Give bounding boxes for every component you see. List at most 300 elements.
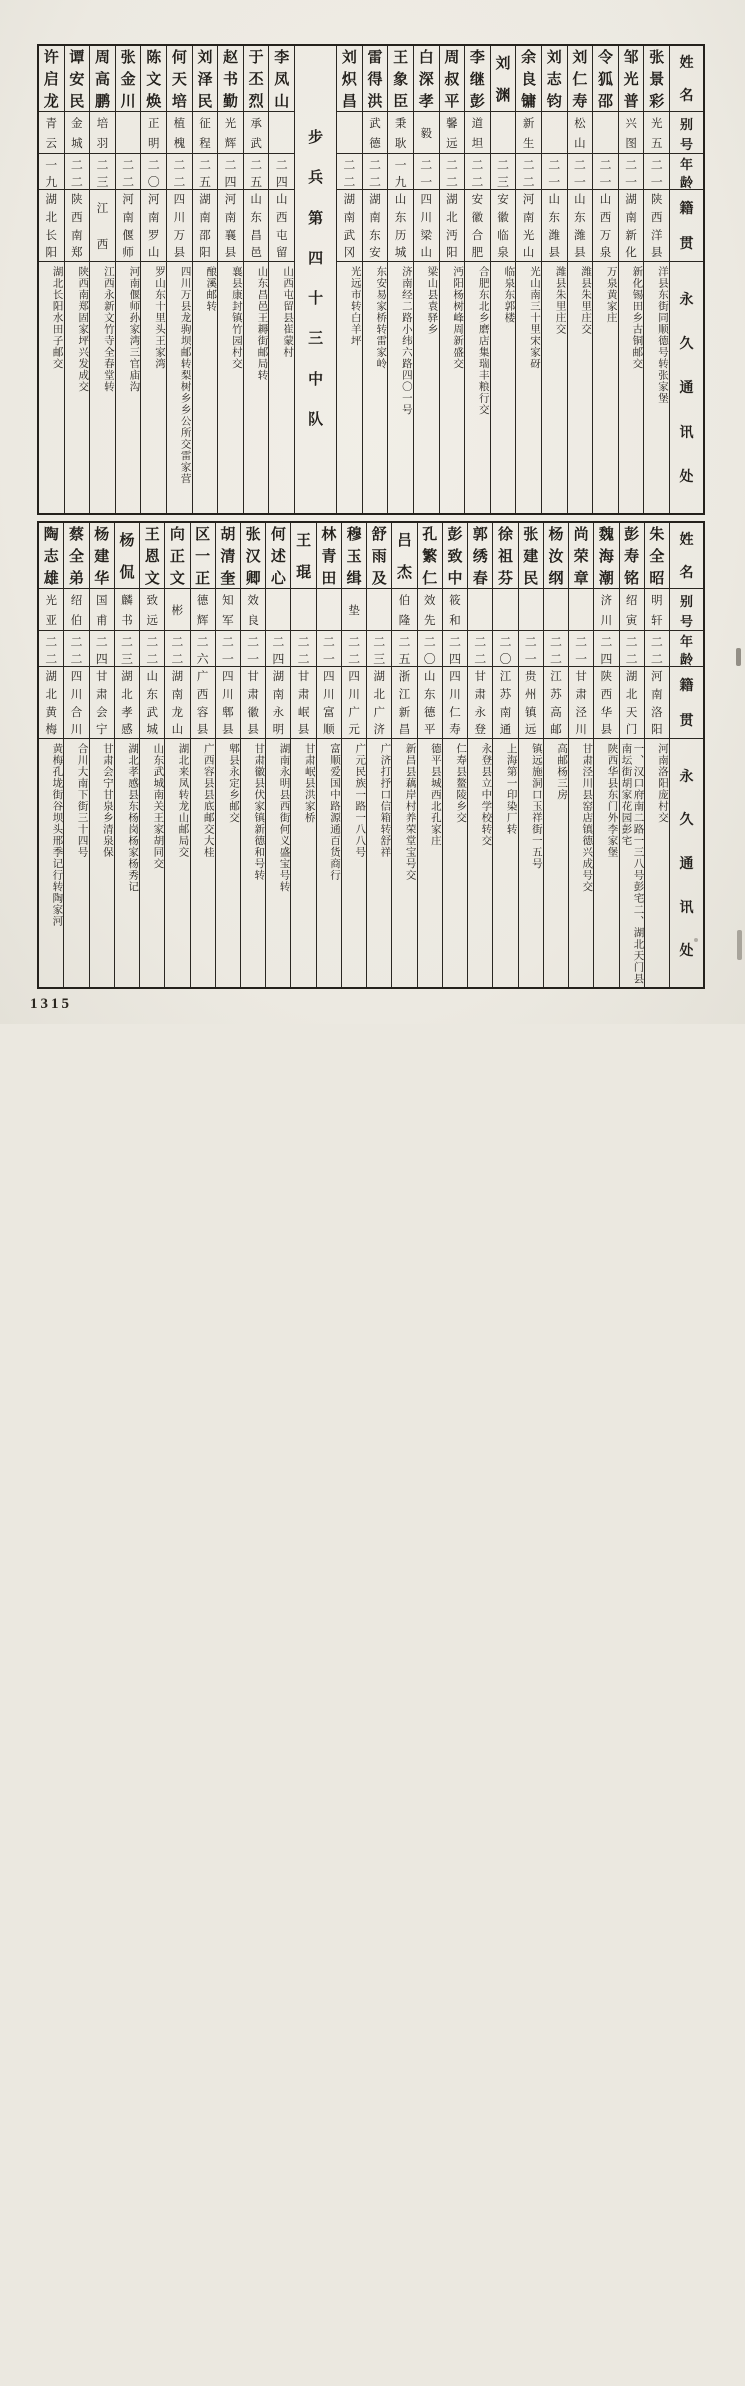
person-alias: 毅 xyxy=(414,112,439,154)
person-name: 许 启 龙 xyxy=(39,46,64,112)
header-age: 年 龄 xyxy=(670,631,703,667)
person-name: 李 凤 山 xyxy=(269,46,294,112)
person-alias: 征 程 xyxy=(193,112,218,154)
person-age: 二 三 xyxy=(115,631,139,667)
person-address: 潍县朱里庄交 xyxy=(580,266,592,335)
person-column xyxy=(164,523,189,987)
person-address: 罗山东十里头王家湾 xyxy=(154,266,166,370)
header-name: 姓 名 xyxy=(670,523,703,589)
person-alias: 青 云 xyxy=(39,112,64,154)
person-name: 刘 志 钧 xyxy=(542,46,567,112)
person-alias xyxy=(269,112,294,154)
person-alias: 新 生 xyxy=(516,112,541,154)
person-address: 河南洛阳庞村交 xyxy=(657,743,668,824)
person-column xyxy=(290,523,315,987)
person-age: 二 三 xyxy=(90,154,115,190)
person-origin: 湖 北 孝 感 xyxy=(115,667,139,739)
person-age: 二 二 xyxy=(645,631,669,667)
person-column xyxy=(568,523,593,987)
person-age: 二 一 xyxy=(216,631,240,667)
person-age: 二 四 xyxy=(90,631,114,667)
person-name: 邹 光 普 xyxy=(619,46,644,112)
unit-title: 步 兵 第 四 十 三 中 队 xyxy=(308,130,324,428)
person-alias: 致 远 xyxy=(140,589,164,631)
person-origin: 河 南 襄 县 xyxy=(218,190,243,262)
person-column xyxy=(89,523,114,987)
roster-table-top xyxy=(37,44,705,515)
person-address: 广元民族一路一八八号 xyxy=(354,743,366,858)
person-column xyxy=(316,523,341,987)
person-alias: 效 先 xyxy=(418,589,442,631)
person-column xyxy=(387,46,413,513)
person-age: 二 一 xyxy=(569,631,593,667)
person-name: 王 琨 xyxy=(291,523,315,589)
person-column xyxy=(490,46,516,513)
person-name: 何 述 心 xyxy=(266,523,290,589)
person-address: 合肥东北乡磨店集瑞丰粮行交 xyxy=(477,266,489,416)
person-alias xyxy=(337,112,362,154)
person-alias: 光 亚 xyxy=(39,589,63,631)
person-origin: 湖 南 龙 山 xyxy=(165,667,189,739)
person-address: 东安易家桥转雷家岭 xyxy=(375,266,387,370)
person-name: 赵 书 勤 xyxy=(218,46,243,112)
person-address: 黄梅孔垅街谷坝头邢季记行转陶家河 xyxy=(51,743,63,927)
person-address: 湖北来凤转龙山邮局交 xyxy=(177,743,189,858)
person-origin: 湖 北 天 门 xyxy=(620,667,644,739)
person-address: 江西永新文竹寺全春堂转 xyxy=(102,266,114,393)
person-alias: 国 甫 xyxy=(90,589,114,631)
roster-table-bottom xyxy=(37,521,705,989)
person-name: 张 金 川 xyxy=(116,46,141,112)
person-column xyxy=(619,523,644,987)
person-column xyxy=(190,523,215,987)
person-address: 广济打抒口信箱转舒祥 xyxy=(379,743,391,858)
person-address: 光山南三十里宋家砑 xyxy=(528,266,540,370)
scan-smudge xyxy=(736,648,741,666)
person-alias: 济 川 xyxy=(594,589,618,631)
person-column xyxy=(215,523,240,987)
person-alias xyxy=(493,589,517,631)
person-origin: 甘 肃 岷 县 xyxy=(291,667,315,739)
person-origin: 陕 西 洋 县 xyxy=(644,190,669,262)
person-address: 河南偃师孙家湾三官庙沟 xyxy=(128,266,140,393)
person-column xyxy=(492,523,517,987)
person-origin: 湖 北 长 阳 xyxy=(39,190,64,262)
person-column xyxy=(240,523,265,987)
person-age: 二 三 xyxy=(367,631,391,667)
person-name: 彭 致 中 xyxy=(443,523,467,589)
person-column xyxy=(64,46,90,513)
person-age: 二 〇 xyxy=(493,631,517,667)
person-age: 二 五 xyxy=(392,631,416,667)
person-alias xyxy=(291,589,315,631)
person-name: 杨 侃 xyxy=(115,523,139,589)
person-column xyxy=(89,46,115,513)
person-column xyxy=(39,46,64,513)
person-alias: 承 武 xyxy=(244,112,269,154)
person-address: 酿溪邮转 xyxy=(205,266,217,312)
person-alias xyxy=(367,589,391,631)
person-address: 潍县朱里庄交 xyxy=(554,266,566,335)
person-age: 二 四 xyxy=(443,631,467,667)
person-address: 临泉东郭楼 xyxy=(503,266,515,324)
person-address: 郫县永定乡邮交 xyxy=(228,743,240,824)
person-column xyxy=(644,523,669,987)
person-alias xyxy=(542,112,567,154)
person-alias: 绍 寅 xyxy=(620,589,644,631)
person-column xyxy=(362,46,388,513)
person-alias xyxy=(116,112,141,154)
person-address: 济南经二路小纬六路四〇一号 xyxy=(400,266,412,416)
person-alias: 植 槐 xyxy=(167,112,192,154)
person-name: 刘 仁 寿 xyxy=(568,46,593,112)
person-origin: 安 徽 合 肥 xyxy=(465,190,490,262)
person-alias: 武 德 xyxy=(363,112,388,154)
header-column xyxy=(669,523,703,987)
person-address: 高邮杨三房 xyxy=(556,743,568,801)
person-age: 二 二 xyxy=(468,631,492,667)
person-alias: 明 轩 xyxy=(645,589,669,631)
person-address: 陕西南郑固家坪兴发成交 xyxy=(77,266,89,393)
person-alias: 垫 xyxy=(342,589,366,631)
person-origin: 甘 肃 泾 川 xyxy=(569,667,593,739)
person-name: 何 天 培 xyxy=(167,46,192,112)
person-column xyxy=(336,46,362,513)
person-age: 二 一 xyxy=(519,631,543,667)
person-name: 胡 清 奎 xyxy=(216,523,240,589)
person-address: 甘肃泾川县窑店镇德兴成号交 xyxy=(581,743,593,893)
person-origin: 江 苏 南 通 xyxy=(493,667,517,739)
person-column xyxy=(543,523,568,987)
person-age: 二 一 xyxy=(619,154,644,190)
person-address: 德平县城西北孔家庄 xyxy=(429,743,441,847)
person-origin: 四 川 梁 山 xyxy=(414,190,439,262)
person-column xyxy=(592,46,618,513)
person-column xyxy=(442,523,467,987)
person-origin: 山 东 昌 邑 xyxy=(244,190,269,262)
person-name: 向 正 文 xyxy=(165,523,189,589)
person-name: 周 高 鹏 xyxy=(90,46,115,112)
person-address: 山东昌邑王耨街邮局转 xyxy=(256,266,268,381)
person-age: 二 六 xyxy=(191,631,215,667)
person-column xyxy=(515,46,541,513)
person-name: 张 汉 卿 xyxy=(241,523,265,589)
person-alias: 光 五 xyxy=(644,112,669,154)
person-column xyxy=(593,523,618,987)
person-name: 孔 繁 仁 xyxy=(418,523,442,589)
person-age: 二 四 xyxy=(266,631,290,667)
person-alias: 效 良 xyxy=(241,589,265,631)
person-column xyxy=(413,46,439,513)
person-origin: 湖 北 广 济 xyxy=(367,667,391,739)
person-origin: 陕 西 华 县 xyxy=(594,667,618,739)
person-column xyxy=(518,523,543,987)
person-age: 二 二 xyxy=(342,631,366,667)
person-origin: 浙 江 新 昌 xyxy=(392,667,416,739)
person-origin: 四 川 仁 寿 xyxy=(443,667,467,739)
person-address: 甘肃徽县伏家镇新德和号转 xyxy=(253,743,265,881)
person-alias: 正 明 xyxy=(141,112,166,154)
person-origin: 湖 南 东 安 xyxy=(363,190,388,262)
person-name: 谭 安 民 xyxy=(65,46,90,112)
scan-smudge xyxy=(694,938,698,942)
person-alias xyxy=(317,589,341,631)
scan-smudge xyxy=(737,930,742,960)
person-address: 四川万县龙驹坝邮转梨树乡乡公所交雷家营 xyxy=(179,266,191,485)
person-name: 穆 玉 缉 xyxy=(342,523,366,589)
person-age: 二 一 xyxy=(542,154,567,190)
person-column xyxy=(192,46,218,513)
person-alias: 馨 远 xyxy=(440,112,465,154)
person-age: 二 一 xyxy=(241,631,265,667)
person-age: 二 二 xyxy=(516,154,541,190)
person-age: 二 三 xyxy=(491,154,516,190)
person-age: 二 四 xyxy=(594,631,618,667)
person-column xyxy=(39,523,63,987)
person-name: 刘 泽 民 xyxy=(193,46,218,112)
person-alias: 筱 和 xyxy=(443,589,467,631)
person-address: 襄县康封镇竹园村交 xyxy=(230,266,242,370)
person-age: 二 一 xyxy=(414,154,439,190)
person-alias: 绍 伯 xyxy=(64,589,88,631)
person-origin: 湖 南 邵 阳 xyxy=(193,190,218,262)
person-name: 张 景 彩 xyxy=(644,46,669,112)
person-name: 舒 雨 及 xyxy=(367,523,391,589)
person-column xyxy=(139,523,164,987)
person-origin: 四 川 郫 县 xyxy=(216,667,240,739)
person-address: 陕西华县东门外李家堡 xyxy=(606,743,618,858)
person-name: 徐 祖 芬 xyxy=(493,523,517,589)
person-name: 李 继 彭 xyxy=(465,46,490,112)
person-age: 二 二 xyxy=(165,631,189,667)
person-name: 林 青 田 xyxy=(317,523,341,589)
person-address: 湖北长阳水田子邮交 xyxy=(51,266,63,370)
person-alias: 秉 耿 xyxy=(388,112,413,154)
person-address: 新化锡田乡古铜邮交 xyxy=(631,266,643,370)
person-origin: 河 南 罗 山 xyxy=(141,190,166,262)
person-age: 二 二 xyxy=(544,631,568,667)
header-age: 年 龄 xyxy=(670,154,703,190)
person-name: 张 建 民 xyxy=(519,523,543,589)
person-alias: 松 山 xyxy=(568,112,593,154)
page-number: 1315 xyxy=(30,996,72,1012)
person-column xyxy=(464,46,490,513)
person-alias: 彬 xyxy=(165,589,189,631)
person-address: 光远市转白羊坪 xyxy=(349,266,361,347)
person-age: 二 〇 xyxy=(141,154,166,190)
person-address: 山西屯留县崔蒙村 xyxy=(282,266,294,358)
person-origin: 山 西 万 泉 xyxy=(593,190,618,262)
person-origin: 广 西 容 县 xyxy=(191,667,215,739)
person-alias xyxy=(544,589,568,631)
person-age: 二 二 xyxy=(440,154,465,190)
person-name: 杨 建 华 xyxy=(90,523,114,589)
person-name: 雷 得 洪 xyxy=(363,46,388,112)
person-alias: 兴 图 xyxy=(619,112,644,154)
header-origin: 籍 贯 xyxy=(670,190,703,262)
person-origin: 湖 北 沔 阳 xyxy=(440,190,465,262)
header-origin: 籍 贯 xyxy=(670,667,703,739)
scanned-page xyxy=(0,0,745,1024)
person-name: 魏 海 潮 xyxy=(594,523,618,589)
person-age: 二 一 xyxy=(593,154,618,190)
person-age: 二 二 xyxy=(620,631,644,667)
person-origin: 山 东 德 平 xyxy=(418,667,442,739)
person-address: 富顺爱国中路源通百货商行 xyxy=(328,743,340,881)
person-origin: 湖 南 新 化 xyxy=(619,190,644,262)
person-age: 二 二 xyxy=(140,631,164,667)
person-column xyxy=(366,523,391,987)
header-alias: 别 号 xyxy=(670,112,703,154)
person-origin: 湖 北 黄 梅 xyxy=(39,667,63,739)
person-alias xyxy=(468,589,492,631)
person-address: 山东武城南关王家胡同交 xyxy=(152,743,164,870)
header-address: 永 久 通 讯 处 xyxy=(679,293,694,485)
person-age: 二 一 xyxy=(317,631,341,667)
person-address: 甘肃岷县洪家桥 xyxy=(303,743,315,824)
unit-title-column xyxy=(294,46,336,513)
person-name: 尚 荣 章 xyxy=(569,523,593,589)
header-column xyxy=(669,46,703,513)
header-address: 永 久 通 讯 处 xyxy=(679,769,694,960)
person-age: 二 二 xyxy=(65,154,90,190)
person-column xyxy=(467,523,492,987)
person-address: 湖南永明县西街何义盛宝号转 xyxy=(278,743,290,893)
person-address: 梁山县袁驿乡 xyxy=(426,266,438,335)
person-name: 陈 文 焕 xyxy=(141,46,166,112)
person-origin: 山 东 历 城 xyxy=(388,190,413,262)
person-age: 二 二 xyxy=(64,631,88,667)
person-age: 二 二 xyxy=(167,154,192,190)
person-origin: 山 东 潍 县 xyxy=(568,190,593,262)
person-origin: 江 苏 高 邮 xyxy=(544,667,568,739)
person-age: 二 二 xyxy=(363,154,388,190)
person-alias: 知 军 xyxy=(216,589,240,631)
header-alias: 别 号 xyxy=(670,589,703,631)
person-name: 王 恩 文 xyxy=(140,523,164,589)
person-alias xyxy=(491,112,516,154)
person-alias: 伯 隆 xyxy=(392,589,416,631)
person-origin: 湖 南 武 冈 xyxy=(337,190,362,262)
person-origin: 四 川 万 县 xyxy=(167,190,192,262)
person-name: 周 叔 平 xyxy=(440,46,465,112)
person-alias xyxy=(569,589,593,631)
person-age: 二 二 xyxy=(337,154,362,190)
person-origin: 甘 肃 永 登 xyxy=(468,667,492,739)
person-name: 令 狐 邵 xyxy=(593,46,618,112)
person-origin: 山 东 武 城 xyxy=(140,667,164,739)
person-age: 二 〇 xyxy=(418,631,442,667)
person-name: 吕 杰 xyxy=(392,523,416,589)
person-origin: 陕 西 南 郑 xyxy=(65,190,90,262)
person-name: 白 深 孝 xyxy=(414,46,439,112)
person-name: 陶 志 雄 xyxy=(39,523,63,589)
person-column xyxy=(417,523,442,987)
person-age: 二 四 xyxy=(269,154,294,190)
person-address: 镇远施洞口玉祥街一五号 xyxy=(530,743,542,870)
person-column xyxy=(114,523,139,987)
person-address: 仁寿县鳌陵乡交 xyxy=(455,743,467,824)
person-name: 郭 绣 春 xyxy=(468,523,492,589)
person-origin: 四 川 广 元 xyxy=(342,667,366,739)
person-origin: 安 徽 临 泉 xyxy=(491,190,516,262)
person-name: 蔡 全 弟 xyxy=(64,523,88,589)
person-age: 一 九 xyxy=(39,154,64,190)
person-origin: 甘 肃 徽 县 xyxy=(241,667,265,739)
person-alias: 金 城 xyxy=(65,112,90,154)
person-column xyxy=(541,46,567,513)
person-column xyxy=(217,46,243,513)
person-address: 湖北孝感县东杨岗杨家杨秀记 xyxy=(127,743,139,893)
person-origin: 河 南 偃 师 xyxy=(116,190,141,262)
person-address: 永登县立中学校转交 xyxy=(480,743,492,847)
person-name: 于 丕 烈 xyxy=(244,46,269,112)
person-name: 余 良 镛 xyxy=(516,46,541,112)
person-column xyxy=(243,46,269,513)
person-age: 二 五 xyxy=(193,154,218,190)
person-origin: 贵 州 镇 远 xyxy=(519,667,543,739)
person-origin: 山 西 屯 留 xyxy=(269,190,294,262)
person-name: 刘 渊 xyxy=(491,46,516,112)
person-name: 杨 汝 纲 xyxy=(544,523,568,589)
person-column xyxy=(268,46,294,513)
person-address: 洋县东街同顺德号转张家堡 xyxy=(657,266,668,404)
person-address: 广西容县县底邮交大桂 xyxy=(202,743,214,858)
person-origin: 河 南 洛 阳 xyxy=(645,667,669,739)
person-name: 彭 寿 铭 xyxy=(620,523,644,589)
person-alias: 光 辉 xyxy=(218,112,243,154)
person-age: 二 二 xyxy=(291,631,315,667)
person-age: 二 一 xyxy=(568,154,593,190)
person-name: 区 一 正 xyxy=(191,523,215,589)
person-address: 合川大南下街三十四号 xyxy=(76,743,88,858)
person-address: 沔阳杨树峰周新盛交 xyxy=(452,266,464,370)
person-column xyxy=(140,46,166,513)
person-column xyxy=(643,46,669,513)
person-address: 上海第一印染厂转 xyxy=(505,743,517,835)
person-age: 一 九 xyxy=(388,154,413,190)
person-origin: 河 南 光 山 xyxy=(516,190,541,262)
person-alias xyxy=(593,112,618,154)
person-age: 二 二 xyxy=(465,154,490,190)
person-alias: 道 坦 xyxy=(465,112,490,154)
person-age: 二 一 xyxy=(644,154,669,190)
person-address: 一、汉口府南二路一三八号彭宅二、湖北天门县南坛街胡家花园彭宅 xyxy=(620,743,644,985)
person-column xyxy=(115,46,141,513)
person-address: 甘肃会宁甘泉乡清泉保 xyxy=(101,743,113,858)
person-address: 新昌县藕岸村养荣堂宝号交 xyxy=(404,743,416,881)
person-alias xyxy=(266,589,290,631)
person-address: 万泉黄家庄 xyxy=(605,266,617,324)
person-alias: 培 羽 xyxy=(90,112,115,154)
person-alias: 麟 书 xyxy=(115,589,139,631)
person-age: 二 五 xyxy=(244,154,269,190)
person-column xyxy=(63,523,88,987)
person-alias: 德 辉 xyxy=(191,589,215,631)
person-name: 朱 全 昭 xyxy=(645,523,669,589)
person-column xyxy=(567,46,593,513)
person-column xyxy=(265,523,290,987)
person-age: 二 二 xyxy=(116,154,141,190)
person-origin: 四 川 合 川 xyxy=(64,667,88,739)
person-column xyxy=(166,46,192,513)
person-origin: 甘 肃 会 宁 xyxy=(90,667,114,739)
person-origin: 四 川 富 顺 xyxy=(317,667,341,739)
person-origin: 湖 南 永 明 xyxy=(266,667,290,739)
person-origin: 山 东 潍 县 xyxy=(542,190,567,262)
person-column xyxy=(618,46,644,513)
person-age: 二 四 xyxy=(218,154,243,190)
